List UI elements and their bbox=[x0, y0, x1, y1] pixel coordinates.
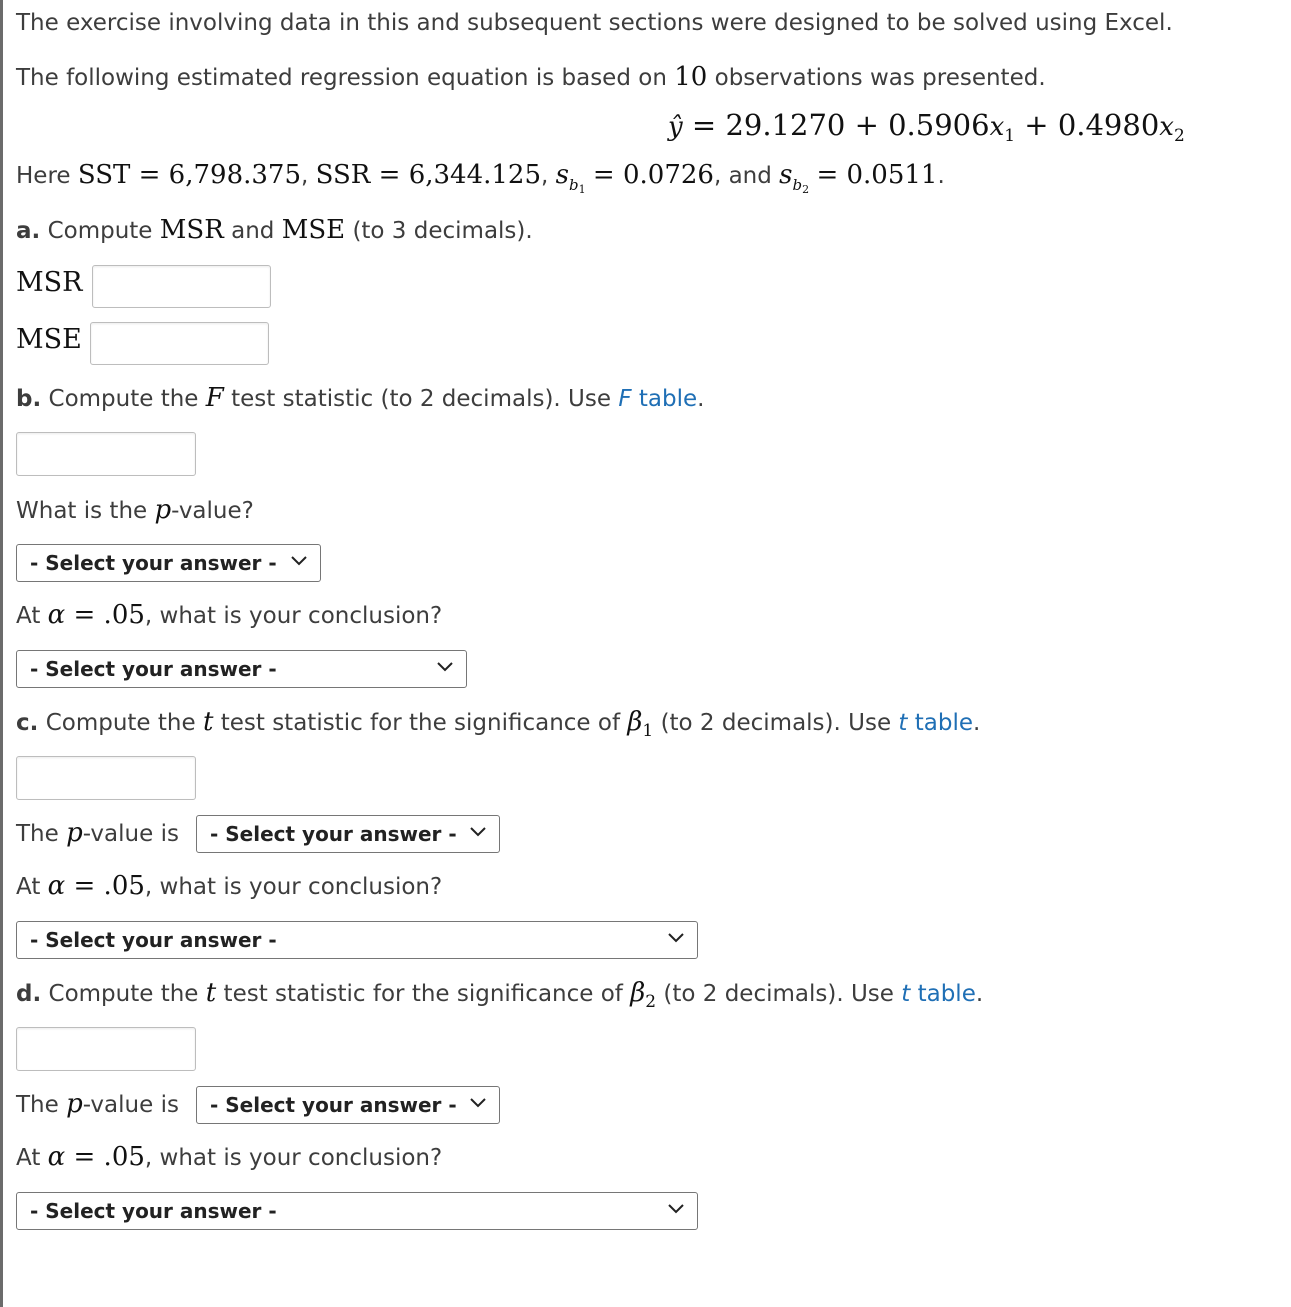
part-c-prompt: c. Compute the t test statistic for the significance of $\beta_1$ (to 2 decimals). Use t table. bbox=[16, 707, 981, 741]
n-observations: 10 bbox=[674, 62, 708, 92]
ssr-value: SSR = 6,344.125 bbox=[315, 160, 542, 190]
part-c-text-3: (to 2 decimals). Use bbox=[660, 710, 892, 736]
chevron-down-icon bbox=[290, 555, 308, 567]
part-b-letter: b. bbox=[16, 386, 42, 412]
f-statistic-input[interactable] bbox=[16, 432, 196, 476]
part-b-text-1: Compute the bbox=[48, 386, 199, 412]
select-label: - Select your answer - bbox=[30, 928, 277, 952]
select-label: - Select your answer - bbox=[210, 1093, 457, 1117]
select-label: - Select your answer - bbox=[30, 1199, 277, 1223]
mse-symbol: MSE bbox=[281, 215, 346, 245]
part-a-text-2: (to 3 decimals). bbox=[352, 218, 533, 244]
conclusion-at: At bbox=[16, 874, 41, 900]
part-a-and: and bbox=[231, 218, 275, 244]
sb1-symbol: $s_{b_1}$ bbox=[555, 160, 586, 196]
given-values: Here SST = 6,798.375, SSR = 6,344.125, $s_{b_1} = 0.0726$, and $s_{b_2} = 0.0511$. bbox=[16, 160, 945, 196]
part-d-conclusion-question: At α = .05, what is your conclusion? bbox=[16, 1142, 443, 1172]
part-d-letter: d. bbox=[16, 981, 42, 1007]
part-a-letter: a. bbox=[16, 218, 41, 244]
part-b-conclusion-question: At α = .05, what is your conclusion? bbox=[16, 600, 443, 630]
left-border bbox=[0, 0, 3, 1307]
conclusion-text: , what is your conclusion? bbox=[144, 874, 443, 900]
part-c-conclusion-select[interactable] bbox=[16, 921, 698, 959]
t-table-link-d[interactable]: t table bbox=[901, 981, 976, 1007]
x1-subscript: 1 bbox=[1004, 126, 1016, 146]
mse-label: MSE bbox=[16, 324, 82, 355]
t-statistic-input-beta1[interactable] bbox=[16, 756, 196, 800]
p-symbol: p bbox=[66, 1089, 83, 1119]
chevron-down-icon bbox=[667, 1203, 685, 1215]
equation-part-b: + 0.4980 bbox=[1015, 108, 1160, 142]
p-symbol: p bbox=[66, 818, 83, 848]
conclusion-text: , what is your conclusion? bbox=[144, 603, 443, 629]
here-label: Here bbox=[16, 163, 71, 189]
chevron-down-icon bbox=[469, 826, 487, 838]
part-b-conclusion-select[interactable] bbox=[16, 650, 467, 688]
select-label: - Select your answer - bbox=[30, 657, 277, 681]
alpha-expression: = .05 bbox=[65, 871, 145, 901]
regression-prefix: The following estimated regression equation is based on bbox=[16, 65, 667, 91]
part-a-text-1: Compute bbox=[47, 218, 153, 244]
t-symbol: t bbox=[202, 707, 214, 737]
t-table-link-c[interactable]: t table bbox=[898, 710, 974, 736]
regression-equation: ŷ = $29.1270 + 0.5906x_1 + 0.4980x_2$ bbox=[668, 108, 1185, 146]
part-d-text-3: (to 2 decimals). Use bbox=[663, 981, 894, 1007]
part-b-pvalue-question bbox=[16, 495, 254, 526]
x2-subscript: 2 bbox=[1173, 126, 1185, 146]
alpha-expression: = .05 bbox=[65, 600, 145, 630]
msr-input[interactable] bbox=[92, 265, 271, 308]
pvalue-q-text-1: What is the bbox=[16, 498, 148, 524]
pvalue-the: The bbox=[16, 1092, 59, 1118]
part-c-conclusion-question: At α = .05, what is your conclusion? bbox=[16, 871, 443, 901]
select-label: - Select your answer - bbox=[30, 551, 277, 575]
pvalue-q-text-2: -value? bbox=[171, 498, 254, 524]
chevron-down-icon bbox=[436, 661, 454, 673]
conclusion-at: At bbox=[16, 603, 41, 629]
pvalue-is: -value is bbox=[82, 1092, 179, 1118]
t-symbol: t bbox=[205, 978, 217, 1008]
beta-2-symbol: $\beta_2$ bbox=[630, 978, 657, 1012]
and-label: , and bbox=[713, 163, 772, 189]
part-d-text-2: test statistic for the significance of bbox=[223, 981, 623, 1007]
msr-label: MSR bbox=[16, 267, 83, 298]
part-c-letter: c. bbox=[16, 710, 39, 736]
select-label: - Select your answer - bbox=[210, 822, 457, 846]
equation-part-a: = 29.1270 + 0.5906 bbox=[682, 108, 990, 142]
conclusion-text: , what is your conclusion? bbox=[144, 1145, 443, 1171]
y-hat: ŷ bbox=[668, 112, 683, 142]
part-c-text-1: Compute the bbox=[45, 710, 196, 736]
t-statistic-input-beta2[interactable] bbox=[16, 1027, 196, 1071]
sst-value: SST = 6,798.375 bbox=[77, 160, 302, 190]
regression-suffix: observations was presented. bbox=[714, 65, 1046, 91]
excel-note: The exercise involving data in this and subsequent sections were designed to be solved using Excel. bbox=[16, 10, 1173, 36]
part-b-prompt: b. Compute the F test statistic (to 2 decimals). Use F table. bbox=[16, 383, 705, 413]
chevron-down-icon bbox=[667, 932, 685, 944]
part-d-pvalue-select[interactable] bbox=[196, 1086, 500, 1124]
part-d-prompt: d. Compute the t test statistic for the significance of $\beta_2$ (to 2 decimals). Use t table. bbox=[16, 978, 984, 1012]
conclusion-at: At bbox=[16, 1145, 41, 1171]
beta-1-symbol: $\beta_1$ bbox=[627, 707, 654, 741]
sb2-value: = 0.0511 bbox=[816, 160, 938, 190]
p-symbol: p bbox=[154, 495, 172, 525]
alpha-expression: = .05 bbox=[65, 1142, 145, 1172]
part-d-text-1: Compute the bbox=[48, 981, 199, 1007]
pvalue-is: -value is bbox=[82, 821, 179, 847]
chevron-down-icon bbox=[469, 1097, 487, 1109]
part-c-pvalue-row bbox=[16, 818, 179, 849]
msr-symbol: MSR bbox=[159, 215, 224, 245]
sb2-symbol: $s_{b_2}$ bbox=[779, 160, 810, 196]
part-a-prompt bbox=[16, 215, 533, 246]
f-symbol: F bbox=[205, 383, 224, 413]
part-b-pvalue-select[interactable] bbox=[16, 544, 321, 582]
part-b-text-2: test statistic (to 2 decimals). Use bbox=[231, 386, 612, 412]
part-d-pvalue-row bbox=[16, 1089, 179, 1120]
pvalue-the: The bbox=[16, 821, 59, 847]
part-c-text-2: test statistic for the significance of bbox=[220, 710, 621, 736]
f-table-link[interactable]: F table bbox=[618, 386, 698, 412]
regression-intro bbox=[16, 62, 1046, 93]
mse-input[interactable] bbox=[90, 322, 269, 365]
part-d-conclusion-select[interactable] bbox=[16, 1192, 698, 1230]
sb1-value: = 0.0726 bbox=[592, 160, 714, 190]
part-c-pvalue-select[interactable] bbox=[196, 815, 500, 853]
